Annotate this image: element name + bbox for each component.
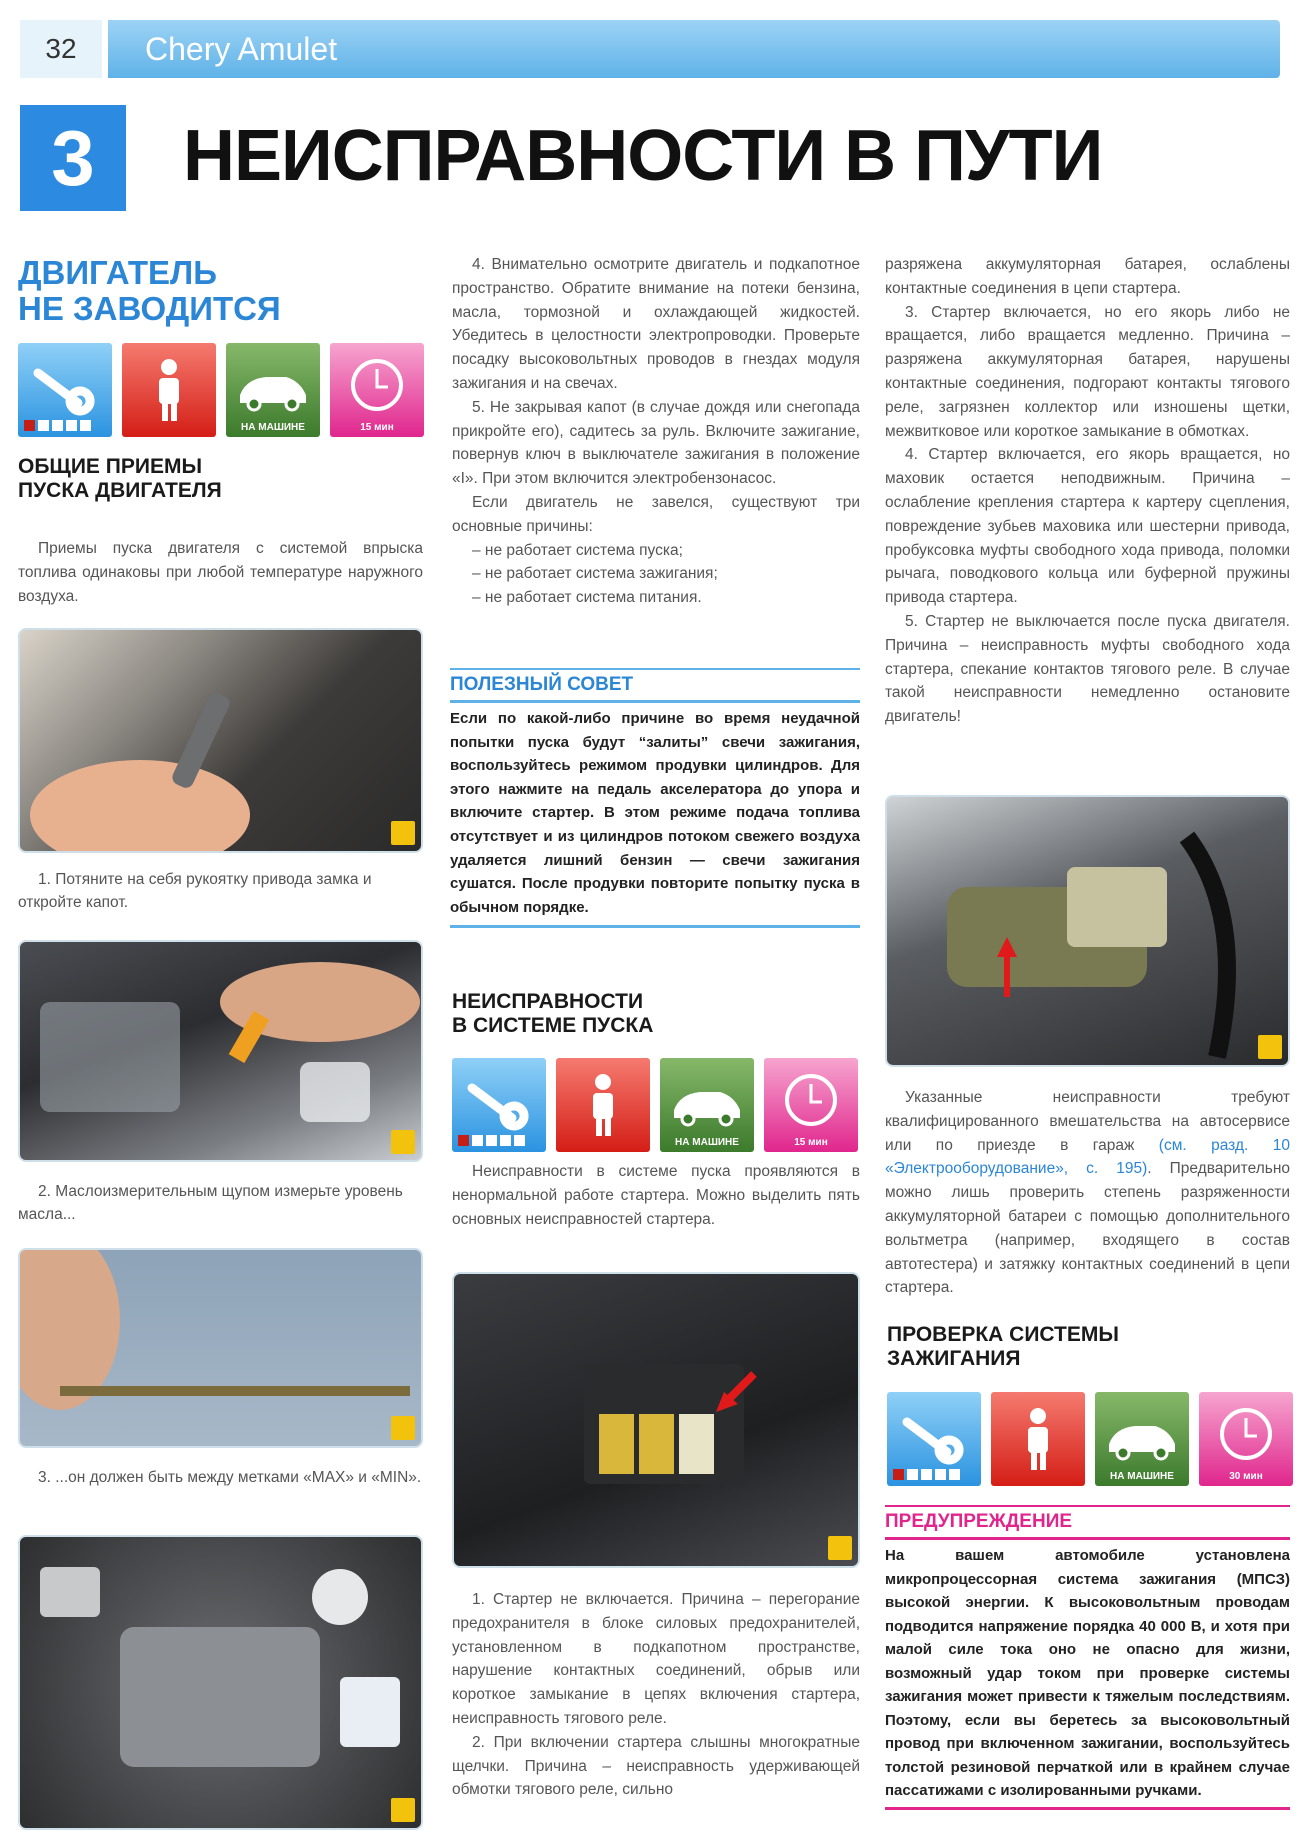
person-icon (122, 343, 216, 437)
subsection-title-line1: ПРОВЕРКА СИСТЕМЫ (887, 1323, 1119, 1346)
starter-intro: Неисправности в системе пуска проявляются в ненормальной работе стартера. Можно выделить пять основных неисправностей стартера. (452, 1163, 860, 1228)
subsection-title-starter (452, 990, 653, 1038)
subsection-title-line1: НЕИСПРАВНОСТИ (452, 990, 644, 1013)
camera-icon (391, 821, 415, 845)
intro-text: Приемы пуска двигателя с системой впрыска топлива одинаковы при любой температуре наружного воздуха. (18, 540, 423, 605)
col2-bottom-text: 1. Стартер не включается. Причина – перегорание предохранителя в блоке силовых предохранителей, установленном в подкапотном пространстве, нарушение контактных соединений, обрыв или короткое замыкание в цепях включения стартера, неисправность тягового реле. 2. При включении стартера слышны многократные щелчки. Причина – неисправность удерживающей обмотки тягового реле, сильно (452, 1591, 860, 1799)
subsection-title-line2: В СИСТЕМЕ ПУСКА (452, 1014, 654, 1037)
caption-1: 1. Потяните на себя рукоятку привода замка и откройте капот. (18, 871, 372, 911)
camera-icon (1258, 1035, 1282, 1059)
list-item: – не работает система зажигания; (472, 565, 718, 583)
tip-box (450, 668, 860, 928)
difficulty-icons-3 (887, 1392, 1293, 1486)
subsection-title-line2: ПУСКА ДВИГАТЕЛЯ (18, 479, 222, 502)
time-label: 30 мин (1229, 1471, 1263, 1482)
wrench-icon (452, 1058, 546, 1152)
page-header (20, 20, 1280, 78)
warning-box (885, 1505, 1290, 1810)
col3-text: разряжена аккумуляторная батарея, ослаблены контактные соединения в цепи стартера. 3. Стартер включается, но его якорь либо не вращается, либо вращается медленно. Причина – разряжена аккумуляторная батарея, нарушены контактные соединения, подгорают контакты тягового реле, загрязнен коллектор или изношены щетки, межвитковое или короткое замыкание в обмотках. 4. Стартер включается, его якорь вращается, но маховик остается неподвижным. Причина – ослабление крепления стартера к картеру сцепления, повреждение зубьев маховика или шестерни привода, пробуксовка муфты свободного хода привода, поломки рычага, поводкового кольца или буферной пружины привода стартера. 5. Стартер не выключается после пуска двигателя. Причина – неисправность муфты свободного хода стартера, спекание контактов тягового реле. В случае такой неисправности немедленно остановите двигатель! (885, 256, 1290, 726)
person-icon (556, 1058, 650, 1152)
difficulty-icons-1 (18, 343, 424, 437)
caption-2: 2. Маслоизмерительным щупом измерьте уровень масла... (18, 1183, 403, 1223)
section-title (18, 255, 281, 327)
clock-icon (764, 1058, 858, 1152)
car-icon (1095, 1392, 1189, 1486)
subsection-title-line1: ОБЩИЕ ПРИЕМЫ (18, 455, 203, 478)
subsection-title (18, 455, 222, 503)
wrench-icon (887, 1392, 981, 1486)
camera-icon (391, 1130, 415, 1154)
section-title-line2: НЕ ЗАВОДИТСЯ (18, 290, 281, 327)
camera-icon (828, 1536, 852, 1560)
time-label: 15 мин (794, 1137, 828, 1148)
car-label: НА МАШИНЕ (241, 422, 305, 433)
camera-icon (391, 1798, 415, 1822)
engine-bay-illustration (20, 1537, 423, 1830)
difficulty-icons-2 (452, 1058, 858, 1152)
fuse-box-illustration (454, 1274, 860, 1568)
photo-hood-release (18, 628, 423, 853)
photo-engine-bay (18, 1535, 423, 1830)
car-label: НА МАШИНЕ (675, 1137, 739, 1148)
subsection-title-line2: ЗАЖИГАНИЯ (887, 1347, 1021, 1370)
time-label: 15 мин (360, 422, 394, 433)
list-item: – не работает система питания. (472, 589, 702, 607)
tip-title: ПОЛЕЗНЫЙ СОВЕТ (450, 668, 860, 703)
subsection-title-ignition (887, 1323, 1119, 1371)
section-link[interactable]: (см. разд. 10 «Электрооборудование», с. 195) (885, 1136, 1290, 1178)
car-icon (226, 343, 320, 437)
col3-after-photo: Указанные неисправности требуют квалифицированного вмешательства на автосервисе или по приезде в гараж (см. разд. 10 «Электрооборудование», с. 195). Предварительно можно лишь проверить степень разряженности аккумуляторной батареи с помощью дополнительного вольтметра (например, входящего в состав автотестера) и затяжку контактных соединений в цепи стартера. (885, 1089, 1290, 1297)
page-number: 32 (20, 20, 108, 78)
starter-illustration (887, 797, 1290, 1067)
car-label: НА МАШИНЕ (1110, 1471, 1174, 1482)
clock-icon (1199, 1392, 1293, 1486)
hand-illustration (20, 630, 423, 853)
person-icon (991, 1392, 1085, 1486)
col2-text: 4. Внимательно осмотрите двигатель и подкапотное пространство. Обратите внимание на потеки бензина, масла, тормозной и охлаждающей жидкостей. Убедитесь в целостности электропроводки. Проверьте посадку высоковольтных проводов в гнездах модуля зажигания и на свечах. 5. Не закрывая капот (в случае дождя или снегопада прикройте его), садитесь за руль. Включите зажигание, повернув ключ в выключателе зажигания в положение «I». При этом включится электробензонасос. Если двигатель не завелся, существуют три основные причины: – не работает система пуска; – не работает система зажигания; – не работает система питания. (452, 253, 860, 610)
caption-3: 3. ...он должен быть между метками «MAX» и «MIN». (38, 1469, 422, 1486)
chapter-number: 3 (20, 105, 126, 211)
book-title: Chery Amulet (145, 31, 338, 67)
warning-text: На вашем автомобиле установлена микропроцессорная система зажигания (МПСЗ) высокой энергии. К высоковольтным проводам подводится напряжение порядка 40 000 В, и хотя при малой силе тока оно не опасно для жизни, возможный удар током при проверке системы зажигания может привести к тяжелым последствиям. Поэтому, если вы беретесь за высоковольтный провод при включенном зажигании, воспользуйтесь толстой резиновой перчаткой или в крайнем случае пассатижами с изолированными ручками. (885, 1547, 1290, 1799)
wrench-icon (18, 343, 112, 437)
tip-text: Если по какой-либо причине во время неудачной попытки пуска будут “залиты” свечи зажигания, воспользуйтесь режимом продувки цилиндров. Для этого нажмите на педаль акселератора до упора и включите стартер. В этом режиме подача топлива отсутствует и из цилиндров потоком свежего воздуха удаляется лишний бензин — свечи зажигания сушатся. После продувки повторите попытку пуска в обычном порядке. (450, 710, 860, 916)
section-title-line1: ДВИГАТЕЛЬ (18, 254, 217, 291)
chapter-title: НЕИСПРАВНОСТИ В ПУТИ (183, 116, 1103, 196)
photo-dipstick-marks (18, 1248, 423, 1448)
car-icon (660, 1058, 754, 1152)
clock-icon (330, 343, 424, 437)
dipstick-illustration (20, 1250, 423, 1448)
photo-engine-dipstick (18, 940, 423, 1162)
list-item: – не работает система пуска; (472, 541, 683, 559)
photo-starter (885, 795, 1290, 1067)
warning-title: ПРЕДУПРЕЖДЕНИЕ (885, 1505, 1290, 1540)
photo-fuse-box (452, 1272, 860, 1568)
engine-illustration (20, 942, 423, 1162)
camera-icon (391, 1416, 415, 1440)
